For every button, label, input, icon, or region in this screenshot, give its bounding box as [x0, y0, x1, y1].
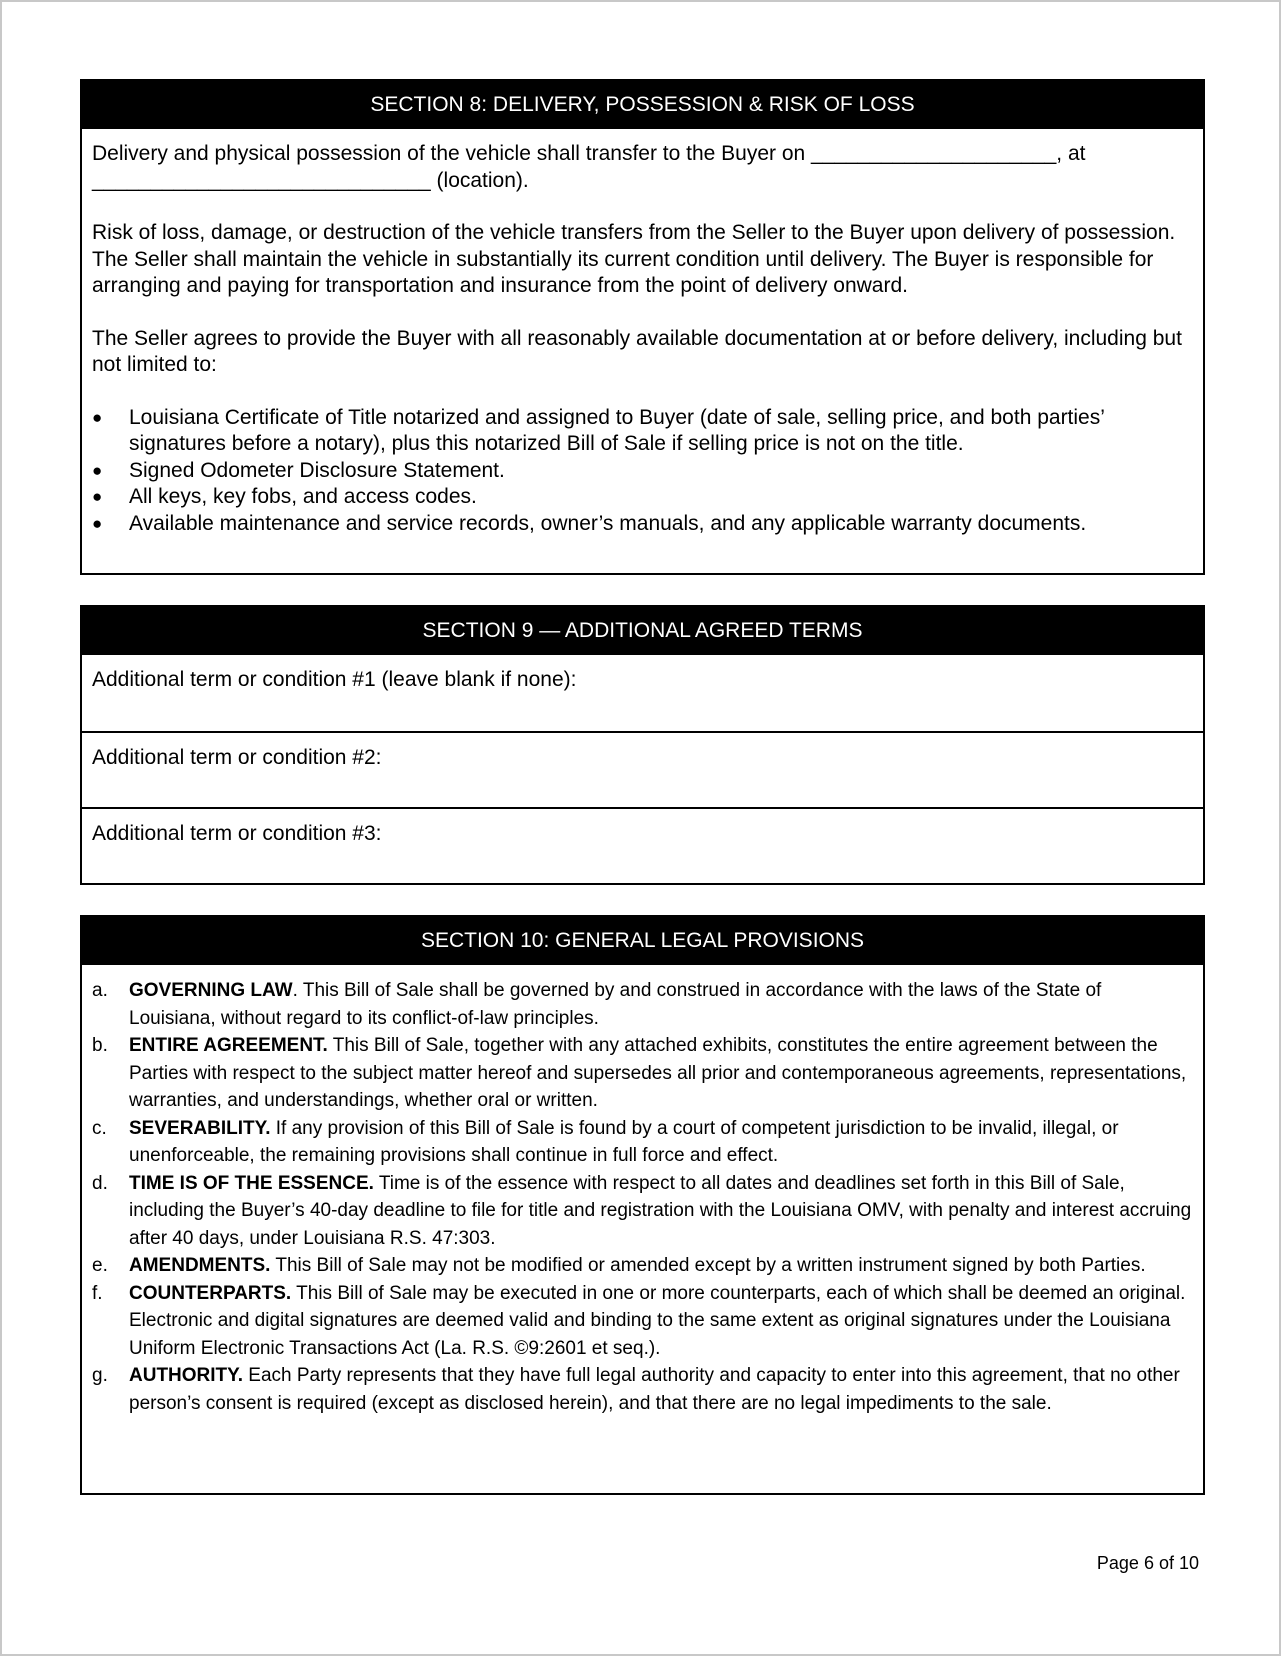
list-item: ● Signed Odometer Disclosure Statement.	[92, 458, 1193, 485]
additional-term-3[interactable]: Additional term or condition #3:	[82, 807, 1203, 883]
documentation-paragraph: The Seller agrees to provide the Buyer with all reasonably available documentation at or before delivery, including but not limited to:	[92, 326, 1182, 376]
provision-severability: c. SEVERABILITY. If any provision of this Bill of Sale is found by a court of competent jurisdiction to be invalid, illegal, or unenforceable, the remaining provisions shall continue in full force and effect.	[92, 1117, 1119, 1166]
bullet-icon: ●	[92, 407, 103, 427]
list-item: ● Available maintenance and service records, owner’s manuals, and any applicable warranty documents.	[92, 511, 1193, 538]
bullet-icon: ●	[92, 460, 103, 480]
section-10	[80, 915, 1205, 1495]
delivery-paragraph	[92, 141, 1193, 194]
section-9-header: SECTION 9 — ADDITIONAL AGREED TERMS	[82, 607, 1203, 655]
section-10-header: SECTION 10: GENERAL LEGAL PROVISIONS	[82, 917, 1203, 965]
documentation-list	[92, 405, 1193, 538]
provision-entire-agreement: b. ENTIRE AGREEMENT. This Bill of Sale, together with any attached exhibits, constitutes the entire agreement between the Parties with respect to the subject matter hereof and supersedes all prior and contemporaneous agreements, representations, warranties, and understandings, whether oral or written.	[92, 1035, 1187, 1111]
risk-of-loss-paragraph: Risk of loss, damage, or destruction of the vehicle transfers from the Seller to the Buyer upon delivery of possession. The Seller shall maintain the vehicle in substantially its current condition until delivery. The Buyer is responsible for arranging and paying for transportation and insurance from the point of delivery onward.	[92, 221, 1176, 297]
section-9	[80, 605, 1205, 885]
legal-provisions-list	[82, 965, 1203, 1417]
section-8-body	[82, 129, 1203, 537]
section-8-header: SECTION 8: DELIVERY, POSSESSION & RISK OF LOSS	[82, 81, 1203, 129]
provision-counterparts: f. COUNTERPARTS. This Bill of Sale may be executed in one or more counterparts, each of which shall be deemed an original. Electronic and digital signatures are deemed valid and binding to the same extent as original signatures under the Louisiana Uniform Electronic Transactions Act (La. R.S. ©9:2601 et seq.).	[92, 1282, 1186, 1359]
delivery-line-1: Delivery and physical possession of the vehicle shall transfer to the Buyer on _____________________, at	[92, 142, 1086, 165]
bullet-icon: ●	[92, 513, 103, 533]
list-item: ● Louisiana Certificate of Title notarized and assigned to Buyer (date of sale, selling price, and both parties’ signatures before a notary), plus this notarized Bill of Sale if selling price is not on the title.	[92, 405, 1105, 455]
provision-amendments: e. AMENDMENTS. This Bill of Sale may not be modified or amended except by a written instrument signed by both Parties.	[92, 1255, 1146, 1276]
bullet-icon: ●	[92, 487, 103, 506]
provision-governing-law: a. GOVERNING LAW. This Bill of Sale shall be governed by and construed in accordance with the laws of the State of Louisiana, without regard to its conflict-of-law principles.	[92, 980, 1102, 1029]
section-8	[80, 79, 1205, 575]
delivery-line-2: _____________________________ (location).	[92, 168, 529, 192]
additional-term-2[interactable]: Additional term or condition #2:	[82, 731, 1203, 807]
provision-time-of-essence: d. TIME IS OF THE ESSENCE. Time is of the essence with respect to all dates and deadlines set forth in this Bill of Sale, including the Buyer’s 40-day deadline to file for title and registration with the Louisiana OMV, with penalty and interest accruing after 40 days, under Louisiana R.S. 47:303.	[92, 1172, 1192, 1249]
additional-term-1[interactable]: Additional term or condition #1 (leave blank if none):	[92, 668, 577, 691]
list-item: ● All keys, key fobs, and access codes.	[92, 484, 1193, 511]
provision-authority: g. AUTHORITY. Each Party represents that they have full legal authority and capacity to enter into this agreement, that no other person’s consent is required (except as disclosed herein), and that there are no legal impediments to the sale.	[92, 1365, 1180, 1414]
page-number: Page 6 of 10	[1096, 1553, 1199, 1573]
